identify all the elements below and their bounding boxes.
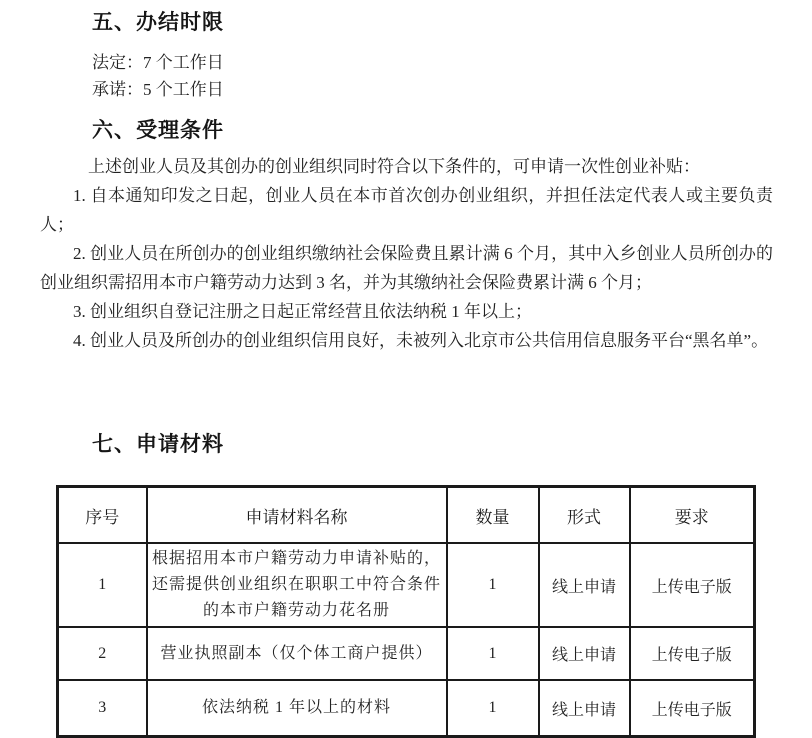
material-name-cell: 营业执照副本（仅个体工商户提供） — [147, 627, 447, 680]
column-header-material-name: 申请材料名称 — [147, 487, 447, 544]
table-header-row — [58, 487, 755, 544]
material-quantity-cell: 1 — [447, 680, 539, 737]
table-row — [58, 680, 755, 737]
condition-item-3: 3. 创业组织自登记注册之日起正常经营且依法纳税 1 年以上； — [73, 302, 532, 321]
material-serial-cell: 1 — [58, 543, 147, 627]
material-form-cell: 线上申请 — [539, 543, 630, 627]
material-name-cell: 依法纳税 1 年以上的材料 — [147, 680, 447, 737]
material-serial-cell: 3 — [58, 680, 147, 737]
legal-duration-line: 法定：7 个工作日 — [92, 53, 224, 72]
material-requirement-cell: 上传电子版 — [630, 680, 755, 737]
condition-item-1: 1. 自本通知印发之日起，创业人员在本市首次创办创业组织，并担任法定代表人或主要负责人； — [40, 186, 773, 234]
material-quantity-cell: 1 — [447, 627, 539, 680]
section-5-heading: 五、办结时限 — [92, 11, 224, 34]
table-row — [58, 543, 755, 627]
conditions-intro-paragraph: 上述创业人员及其创办的创业组织同时符合以下条件的，可申请一次性创业补贴： — [88, 157, 700, 176]
column-header-serial-no: 序号 — [58, 487, 147, 544]
material-form-cell: 线上申请 — [539, 680, 630, 737]
section-6-heading: 六、受理条件 — [92, 119, 224, 142]
material-name-cell: 根据招用本市户籍劳动力申请补贴的，还需提供创业组织在职职工中符合条件的本市户籍劳动力花名册 — [147, 543, 447, 627]
material-requirement-cell: 上传电子版 — [630, 543, 755, 627]
column-header-form: 形式 — [539, 487, 630, 544]
column-header-quantity: 数量 — [447, 487, 539, 544]
acceptance-conditions-text — [40, 152, 773, 418]
table-row — [58, 627, 755, 680]
application-materials-table — [56, 485, 756, 738]
column-header-requirement: 要求 — [630, 487, 755, 544]
section-7-heading: 七、申请材料 — [92, 433, 224, 456]
material-quantity-cell: 1 — [447, 543, 539, 627]
material-requirement-cell: 上传电子版 — [630, 627, 755, 680]
material-serial-cell: 2 — [58, 627, 147, 680]
promised-duration-line: 承诺：5 个工作日 — [92, 80, 224, 99]
material-form-cell: 线上申请 — [539, 627, 630, 680]
condition-item-4: 4. 创业人员及所创办的创业组织信用良好，未被列入北京市公共信用信息服务平台“黑名单”。 — [73, 331, 769, 350]
condition-item-2: 2. 创业人员在所创办的创业组织缴纳社会保险费且累计满 6 个月，其中入乡创业人员所创办的创业组织需招用本市户籍劳动力达到 3 名，并为其缴纳社会保险费累计满 6 个月； — [40, 244, 773, 292]
